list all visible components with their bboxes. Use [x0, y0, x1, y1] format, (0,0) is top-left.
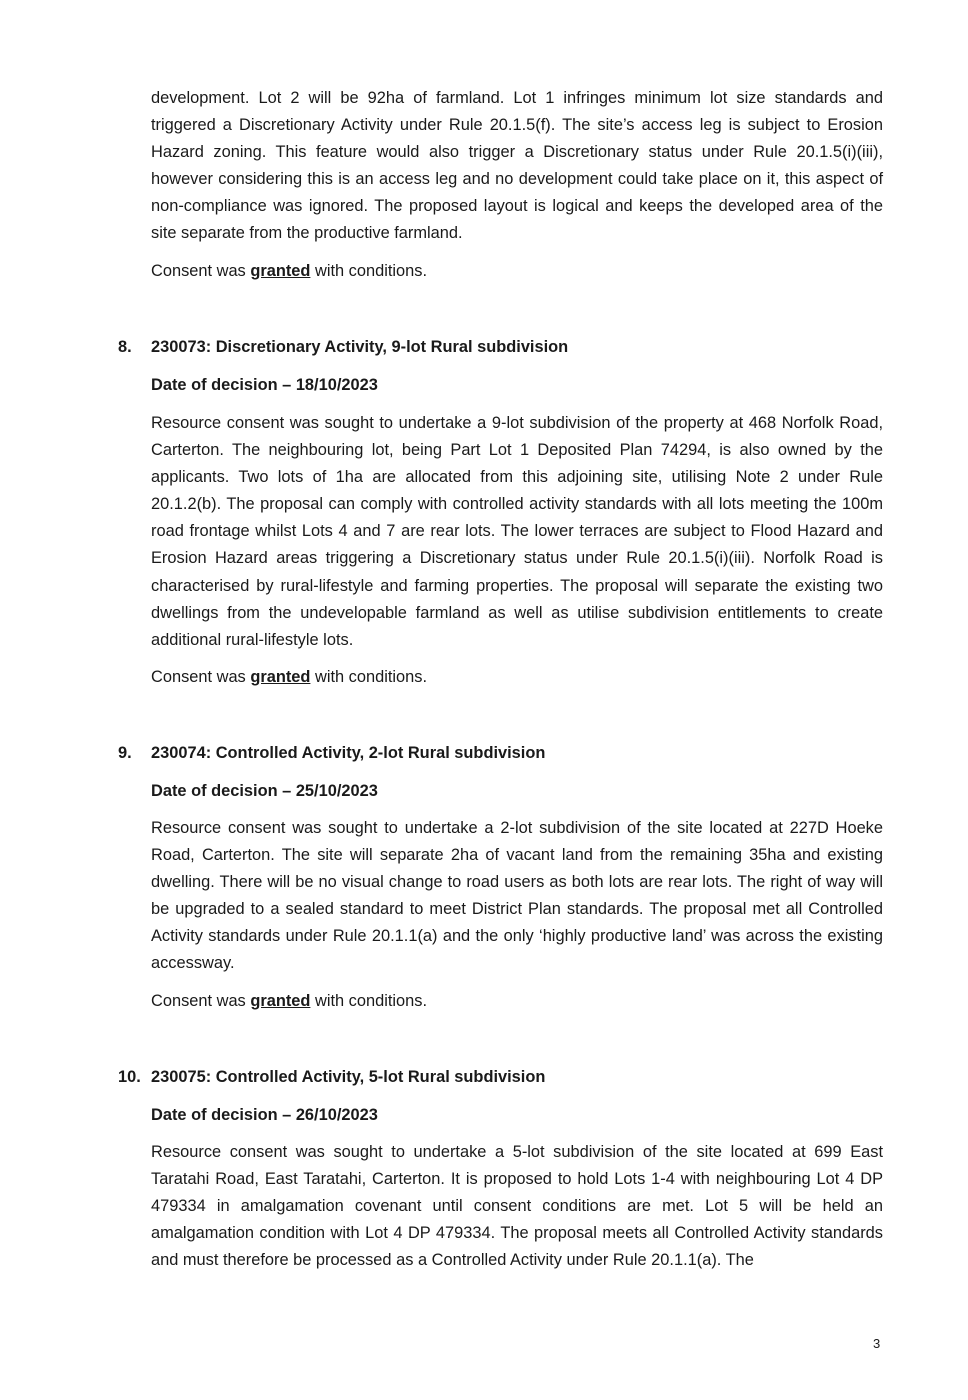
section-number: 10. [118, 1068, 141, 1086]
section-10-date: Date of decision – 26/10/2023 [151, 1106, 378, 1124]
consent-suffix: with conditions. [310, 262, 428, 280]
section-8-heading [118, 334, 568, 361]
intro-paragraph: development. Lot 2 will be 92ha of farmland. Lot 1 infringes minimum lot size standards and triggered a Discretionary Activity under Rule 20.1.5(f). The site’s access leg is subject to Erosion Hazard zoning. This feature would also trigger a Discretionary status under Rule 20.1.5(i)(iii), however considering this is an access leg and no development could take place on it, this aspect of non-compliance was ignored. The proposed layout is logical and keeps the developed area of the site separate from the productive farmland. [151, 89, 883, 243]
section-10-paragraph: Resource consent was sought to undertake a 5-lot subdivision of the site located at 699 East Taratahi Road, East Taratahi, Carterton. It is proposed to hold Lots 1-4 with neighbouring Lot 4 DP 479334 in amalgamation covenant until consent conditions are met. Lot 5 will be held an amalgamation condition with Lot 4 DP 479334. The proposal meets all Controlled Activity standards and must therefore be processed as a Controlled Activity under Rule 20.1.1(a). The [151, 1143, 883, 1270]
section-8-paragraph: Resource consent was sought to undertake a 9-lot subdivision of the property at 468 Norfolk Road, Carterton. The neighbouring lot, being Part Lot 1 Deposited Plan 74294, is also owned by the applicants. Two lots of 1ha are allocated from this adjoining site, utilising Note 2 under Rule 20.1.2(b). The proposal can comply with controlled activity standards with all lots meeting the 100m road frontage whilst Lots 4 and 7 are rear lots. The lower terraces are subject to Flood Hazard and Erosion Hazard areas triggering a Discretionary status under Rule 20.1.5(i)(iii). Norfolk Road is characterised by rural-lifestyle and farming properties. The proposal will separate the existing two dwellings from the undevelopable farmland as well as utilise subdivision entitlements to create additional rural-lifestyle lots. [151, 414, 883, 649]
consent-prefix: Consent was [151, 262, 251, 280]
section-8-date: Date of decision – 18/10/2023 [151, 376, 378, 394]
section-9-consent-line [151, 988, 427, 1015]
section-title: 230073: Discretionary Activity, 9-lot Rural subdivision [151, 338, 569, 356]
section-number: 9. [118, 744, 132, 762]
consent-status: granted [250, 262, 311, 280]
section-9-paragraph: Resource consent was sought to undertake a 2-lot subdivision of the site located at 227D Hoeke Road, Carterton. The site will separate 2ha of vacant land from the remaining 35ha and existing dwelling. There will be no visual change to road users as both lots are rear lots. The right of way will be upgraded to a sealed standard to meet District Plan standards. The proposal met all Controlled Activity standards under Rule 20.1.1(a) and the only ‘highly productive land’ was across the existing accessway. [151, 819, 883, 973]
consent-suffix: with conditions. [310, 992, 428, 1010]
page-number: 3 [873, 1336, 881, 1351]
consent-suffix: with conditions. [310, 668, 428, 686]
consent-prefix: Consent was [151, 668, 251, 686]
section-title: 230075: Controlled Activity, 5-lot Rural subdivision [151, 1068, 546, 1086]
section-9-heading [118, 740, 545, 767]
section-9-date: Date of decision – 25/10/2023 [151, 782, 378, 800]
consent-prefix: Consent was [151, 992, 251, 1010]
section-number: 8. [118, 338, 132, 356]
intro-consent-line [151, 258, 427, 285]
consent-status: granted [250, 668, 311, 686]
section-10-heading [118, 1064, 545, 1091]
consent-status: granted [250, 992, 311, 1010]
section-title: 230074: Controlled Activity, 2-lot Rural subdivision [151, 744, 546, 762]
section-8-consent-line [151, 664, 427, 691]
